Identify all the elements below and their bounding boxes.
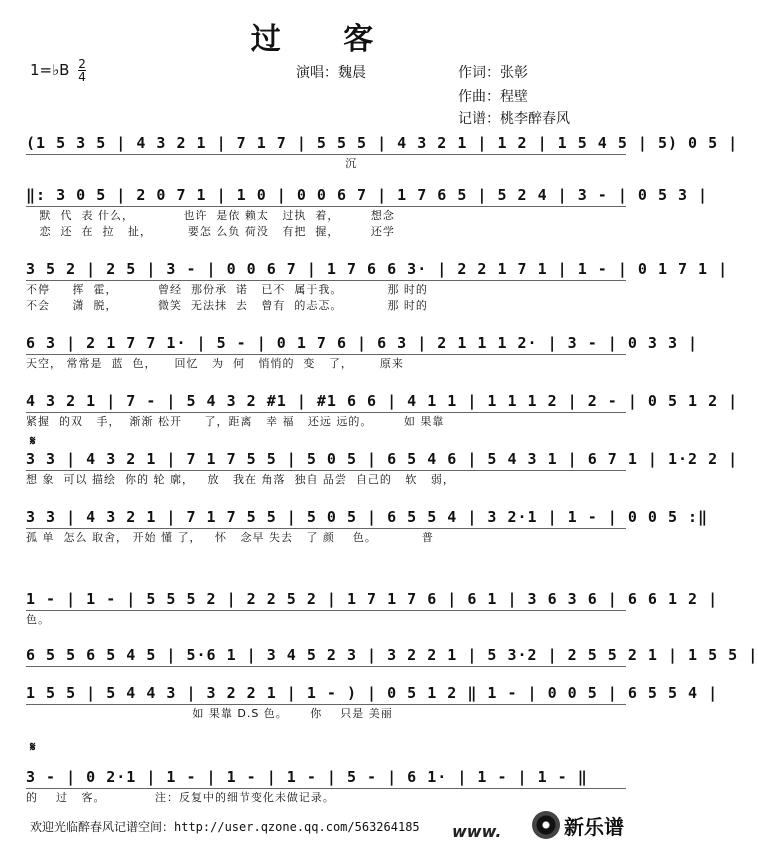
composer-credit: 作曲：程壁 xyxy=(458,89,528,105)
score-system-1 xyxy=(26,130,739,172)
notation-line: ‖: 3 0 5 | 2 0 7 1 | 1 0 | 0 0 6 7 | 1 7 6 5 | 5 2 4 | 3 - | 0 5 3 | xyxy=(26,182,626,208)
lyric-line: 不会 潇 脱， 微笑 无法抹 去 曾有 的忐忑。 那 时的 xyxy=(26,299,428,312)
score-system-9 xyxy=(26,642,758,684)
transcriber-credit: 记谱：桃李醉春风 xyxy=(458,111,570,127)
lyric-line: 沉 xyxy=(26,157,358,170)
time-signature-top: 2 xyxy=(78,57,86,71)
lyricist-credit: 作词：张彰 xyxy=(458,65,528,81)
score-system-4 xyxy=(26,330,699,372)
notation-line: 3 3 | 4 3 2 1 | 7 1 7 5 5 | 5 0 5 | 6 5 4 6 | 5 4 3 1 | 6 7 1 | 1·2 2 | xyxy=(26,446,626,472)
score-system-8 xyxy=(26,586,719,628)
score-system-5 xyxy=(26,388,739,430)
notation-line: (1 5 3 5 | 4 3 2 1 | 7 1 7 | 5 5 5 | 4 3 2 1 | 1 2 | 1 5 4 5 | 5) 0 5 | xyxy=(26,130,626,156)
lyric-line: 恋 还 在 拉 扯， 要怎 么负 荷没 有把 握， 还学 xyxy=(26,225,395,238)
lyric-line: 色。 xyxy=(26,613,50,626)
footer-credit: 欢迎光临醉春风记谱空间：http://user.qzone.qq.com/563264185 xyxy=(30,820,420,834)
lyric-line: 天空， 常常是 蓝 色， 回忆 为 何 悄悄的 变 了， 原来 xyxy=(26,357,404,370)
lyric-line: 默 代 表 什么， 也许 是依 赖太 过执 着， 想念 xyxy=(26,209,395,222)
lyric-line: 想 象 可以 描绘 你的 轮 廓， 放 我在 角落 独自 品尝 自己的 软 弱， xyxy=(26,473,455,486)
notation-line: 3 - | 0 2·1 | 1 - | 1 - | 1 - | 5 - | 6 1· | 1 - | 1 - ‖ xyxy=(26,764,626,790)
lyric-line: 孤 单 怎么 取舍， 开始 懂 了， 怀 念早 失去 了 颜 色。 普 xyxy=(26,531,434,544)
key-and-time-signature xyxy=(30,58,86,83)
segno-sign-bottom: 𝄋 xyxy=(30,740,36,755)
notation-line: 3 3 | 4 3 2 1 | 7 1 7 5 5 | 5 0 5 | 6 5 5 4 | 3 2·1 | 1 - | 0 0 5 :‖ xyxy=(26,504,626,530)
logo-text: 新乐谱 xyxy=(564,814,624,839)
lyric-line: 如 果靠 D.S 色。 你 只是 美丽 xyxy=(26,707,393,720)
key-signature: 1=♭B xyxy=(30,61,70,79)
notation-line: 1 5 5 | 5 4 4 3 | 3 2 2 1 | 1 - ) | 0 5 1 2 ‖ 1 - | 0 0 5 | 6 5 5 4 | xyxy=(26,680,626,706)
song-title: 过 客 xyxy=(250,22,400,57)
lyric-line: 不停 挥 霍， 曾经 那份承 诺 已不 属于我。 那 时的 xyxy=(26,283,428,296)
notation-line: 4 3 2 1 | 7 - | 5 4 3 2 #1 | #1 6 6 | 4 1 1 | 1 1 1 2 | 2 - | 0 5 1 2 | xyxy=(26,388,626,414)
score-system-3 xyxy=(26,256,729,314)
notation-line: 3 5 2 | 2 5 | 3 - | 0 0 6 7 | 1 7 6 6 3· | 2 2 1 7 1 | 1 - | 0 1 7 1 | xyxy=(26,256,626,282)
segno-sign-top: 𝄋 xyxy=(30,434,36,449)
score-system-10 xyxy=(26,680,719,722)
score-system-2 xyxy=(26,182,709,240)
time-signature-bottom: 4 xyxy=(78,70,86,84)
notation-line: 6 3 | 2 1 7 7 1· | 5 - | 0 1 7 6 | 6 3 | 2 1 1 1 2· | 3 - | 0 3 3 | xyxy=(26,330,626,356)
singer-credit: 演唱：魏晨 xyxy=(296,65,366,81)
site-logo xyxy=(532,808,644,842)
lyric-line: 的 过 客。 注：反复中的细节变化未做记录。 xyxy=(26,791,335,804)
lyric-line: 紧握 的双 手， 渐渐 松开 了，距离 幸 福 还远 远的。 如 果靠 xyxy=(26,415,445,428)
score-system-6 xyxy=(26,446,739,488)
notation-line: 1 - | 1 - | 5 5 5 2 | 2 2 5 2 | 1 7 1 7 6 | 6 1 | 3 6 3 6 | 6 6 1 2 | xyxy=(26,586,626,612)
watermark-text: www. xyxy=(452,822,502,841)
score-system-7 xyxy=(26,504,709,546)
score-system-11 xyxy=(26,764,626,806)
record-disc-icon xyxy=(532,811,560,839)
notation-line: 6 5 5 6 5 4 5 | 5·6 1 | 3 4 5 2 3 | 3 2 2 1 | 5 3·2 | 2 5 5 2 1 | 1 5 5 | xyxy=(26,642,626,668)
time-signature xyxy=(78,58,86,83)
